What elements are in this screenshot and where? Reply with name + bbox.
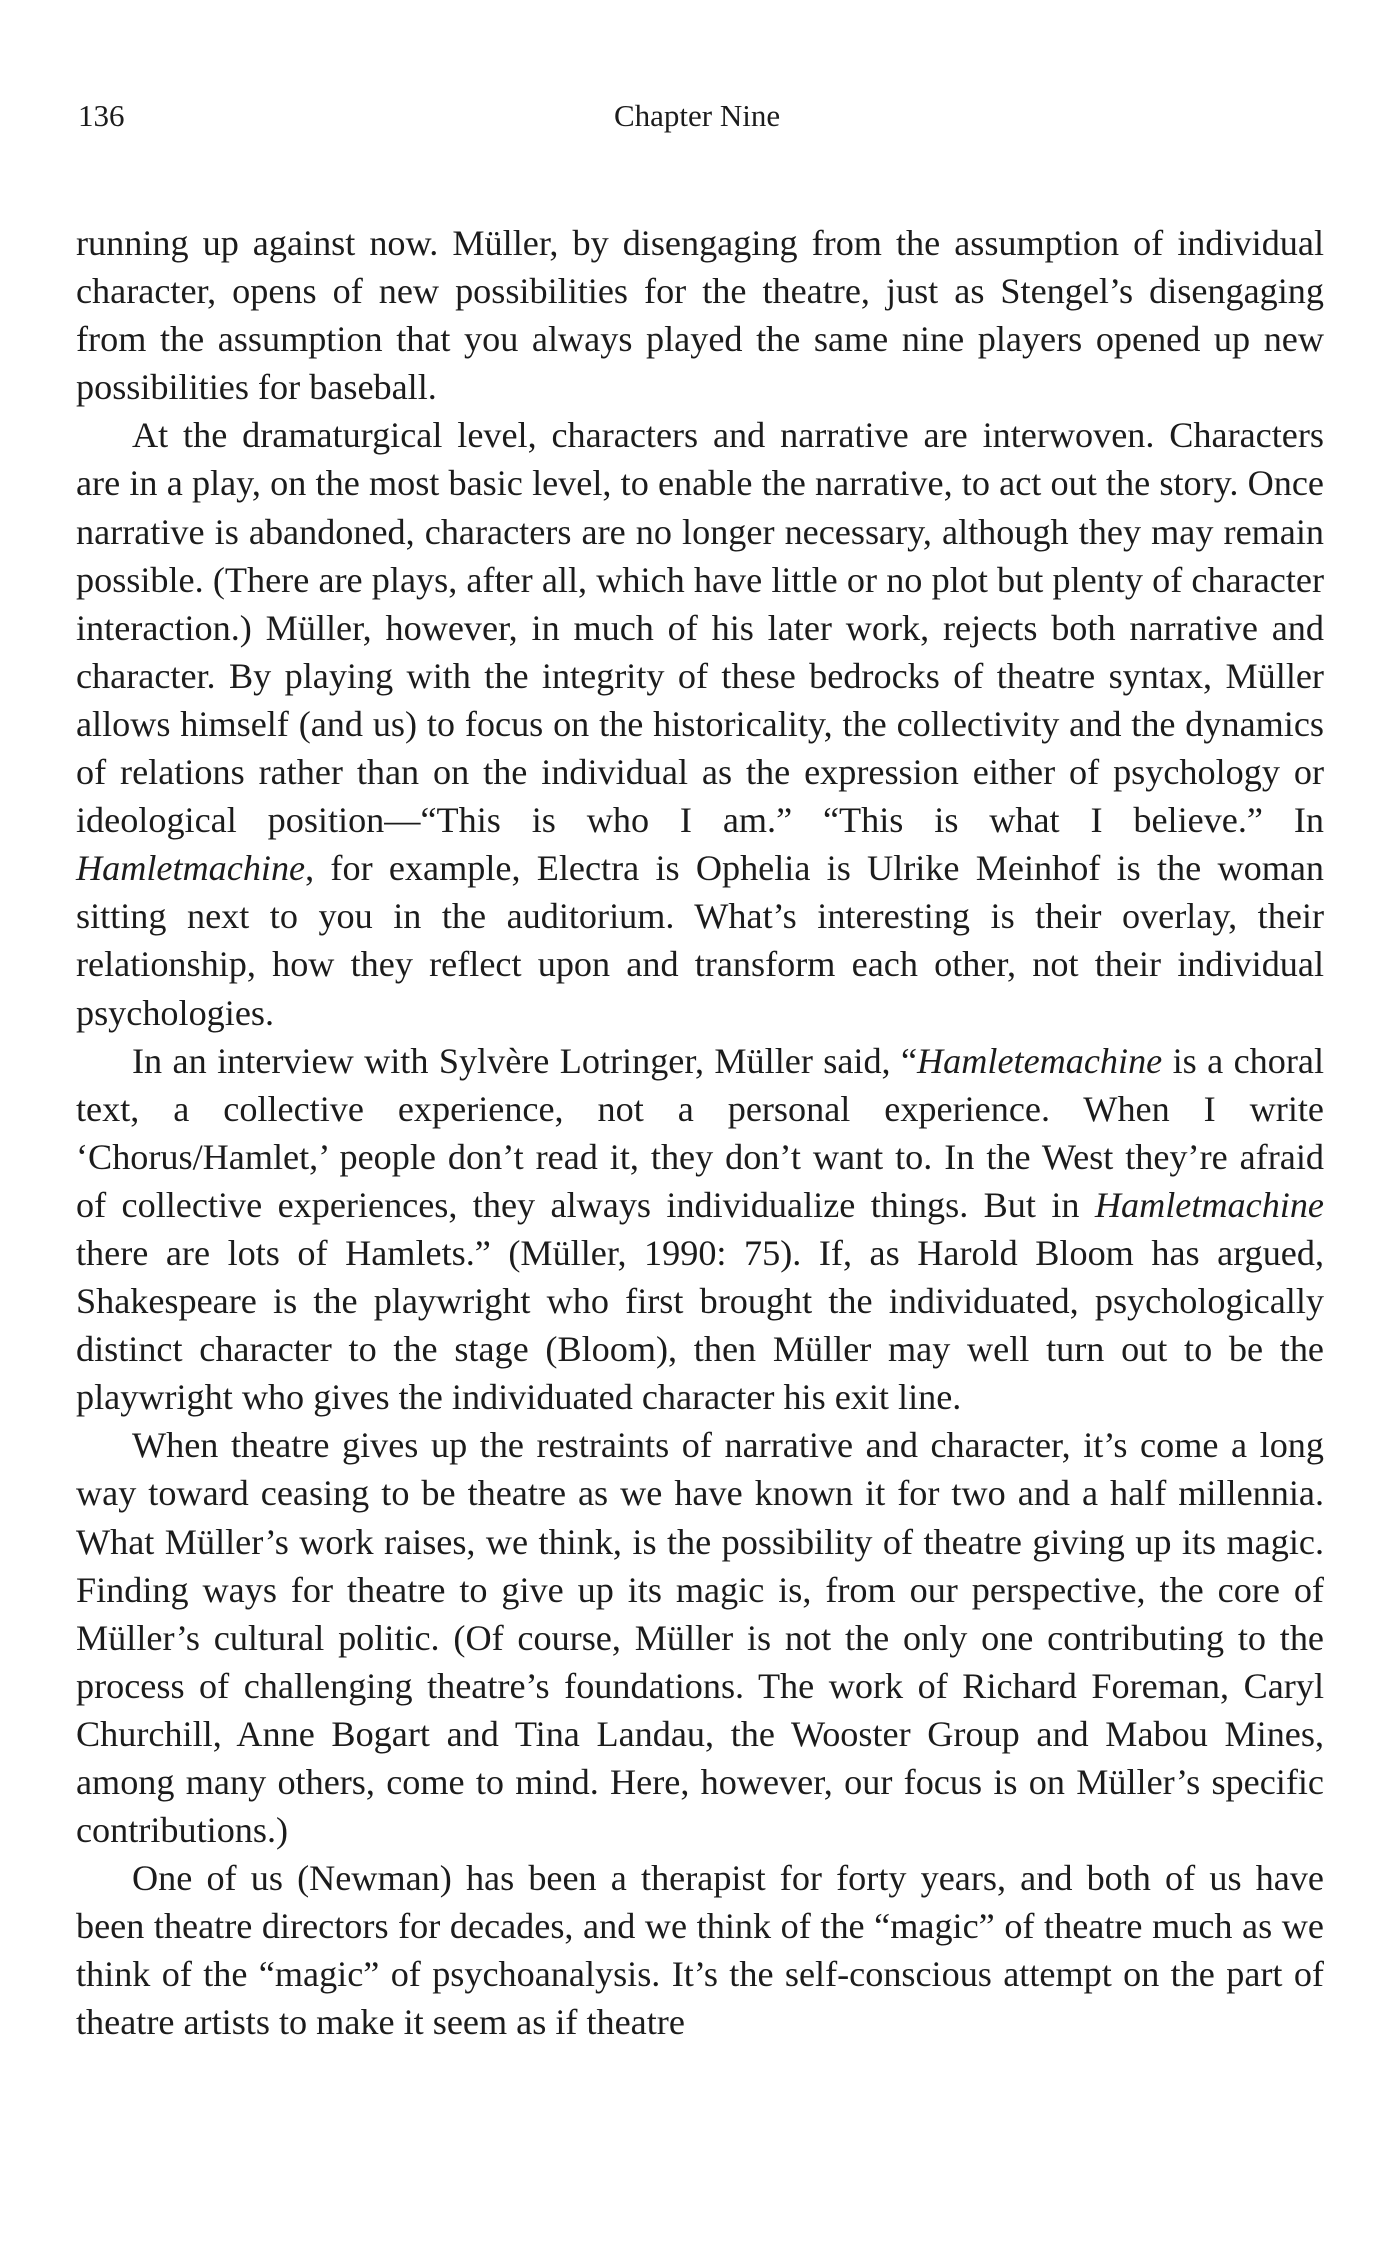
text-run: , for example, Electra is Ophelia is Ulrike Meinhof is the woman sitting next to you in the auditorium. What’s interesting is their overlay, their relationship, how they reflect upon and transform each other, not their individual psychologies. <box>76 848 1324 1033</box>
paragraph-newman <box>76 1854 1324 2046</box>
paragraph-theatre-magic <box>76 1421 1324 1854</box>
text-run: At the dramaturgical level, characters and narrative are interwoven. Characters are in a play, on the most basic level, to enable the narrative, to act out the story. Once narrative is abandoned, characters are no longer necessary, although they may remain possible. (There are plays, after all, which have little or no plot but plenty of character interaction.) Müller, however, in much of his later work, rejects both narrative and character. By playing with the integrity of these bedrocks of theatre syntax, Müller allows himself (and us) to focus on the historicality, the collectivity and the dynamics of relations rather than on the individual as the expression either of psychology or ideological position—“This is who I am.” “This is what I believe.” In <box>76 415 1324 841</box>
running-head <box>78 98 1322 138</box>
text-run: running up against now. Müller, by disengaging from the assumption of individual character, opens of new possibilities for the theatre, just as Stengel’s disengaging from the assumption that you always played the same nine players opened up new possibilities for baseball. <box>76 223 1324 408</box>
paragraph-lotringer-interview <box>76 1037 1324 1422</box>
text-run: In an interview with Sylvère Lotringer, Müller said, “ <box>132 1040 918 1081</box>
body-text <box>76 219 1324 2047</box>
text-run: is a choral text, a collective experience, not a personal experience. When I write ‘Chorus/Hamlet,’ people don’t read it, they don’t want to. In the West they’re afraid of collective experiences, they always individualize things. But in <box>76 1040 1324 1225</box>
paragraph-continuation <box>76 219 1324 411</box>
chapter-title: Chapter Nine <box>614 98 781 133</box>
text-run: When theatre gives up the restraints of narrative and character, it’s come a long way toward ceasing to be theatre as we have known it for two and a half millennia. What Müller’s work raises, we think, is the possibility of theatre giving up its magic. Finding ways for theatre to give up its magic is, from our perspective, the core of Müller’s cultural politic. (Of course, Müller is not the only one contributing to the process of challenging theatre’s foundations. The work of Richard Foreman, Caryl Churchill, Anne Bogart and Tina Landau, the Wooster Group and Mabou Mines, among many others, come to mind. Here, however, our focus is on Müller’s specific contributions.) <box>76 1425 1324 1851</box>
text-run: there are lots of Hamlets.” (Müller, 1990: 75). If, as Harold Bloom has argued, Shakespeare is the playwright who first brought the individuated, psychologically distinct character to the stage (Bloom), then Müller may well turn out to be the playwright who gives the individuated character his exit line. <box>76 1232 1324 1418</box>
paragraph-dramaturgical-level <box>76 411 1324 1036</box>
italic-title: Hamletmachine <box>76 848 306 889</box>
italic-title: Hamletemachine <box>917 1040 1163 1081</box>
text-run: One of us (Newman) has been a therapist for forty years, and both of us have been theatre directors for decades, and we think of the “magic” of theatre much as we think of the “magic” of psychoanalysis. It’s the self-conscious attempt on the part of theatre artists to make it seem as if theatre <box>76 1858 1324 2043</box>
page-number: 136 <box>78 98 125 133</box>
italic-title: Hamletmachine <box>1094 1184 1324 1225</box>
